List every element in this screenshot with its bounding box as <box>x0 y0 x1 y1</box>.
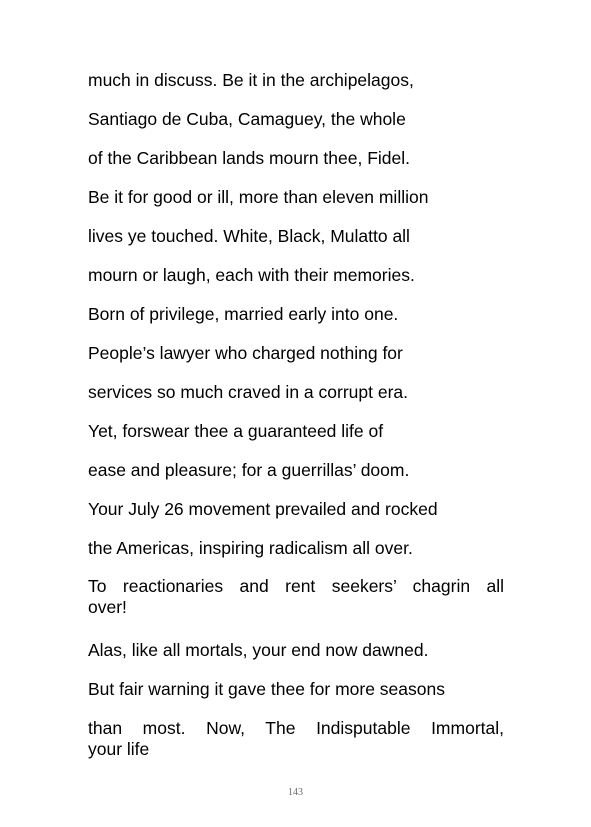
text-line-8: People’s lawyer who charged nothing for <box>88 343 403 363</box>
text-line-14: To reactionaries and rent seekers’ chagrin all <box>88 576 504 596</box>
text-line-9: services so much craved in a corrupt era. <box>88 382 408 402</box>
text-line-7: Born of privilege, married early into one. <box>88 304 399 324</box>
text-line-10: Yet, forswear thee a guaranteed life of <box>88 421 384 441</box>
text-line-1: much in discuss. Be it in the archipelagos, <box>88 70 414 90</box>
text-line-12: Your July 26 movement prevailed and rocked <box>88 499 438 519</box>
text-line-6: mourn or laugh, each with their memories. <box>88 265 415 285</box>
text-line-4: Be it for good or ill, more than eleven million <box>88 187 429 207</box>
text-line-16: But fair warning it gave thee for more seasons <box>88 679 445 699</box>
text-line-17: than most. Now, The Indisputable Immortal, <box>88 718 504 738</box>
text-line-5: lives ye touched. White, Black, Mulatto all <box>88 226 410 246</box>
text-line-15: Alas, like all mortals, your end now dawned. <box>88 640 429 660</box>
page-number: 143 <box>288 787 303 798</box>
text-line-3: of the Caribbean lands mourn thee, Fidel. <box>88 148 410 168</box>
text-line-11: ease and pleasure; for a guerrillas’ doom. <box>88 460 410 480</box>
text-line-2: Santiago de Cuba, Camaguey, the whole <box>88 109 406 129</box>
text-line-13: the Americas, inspiring radicalism all over. <box>88 538 413 558</box>
text-line-14-continued: over! <box>88 597 127 617</box>
text-line-17-continued: your life <box>88 739 150 759</box>
